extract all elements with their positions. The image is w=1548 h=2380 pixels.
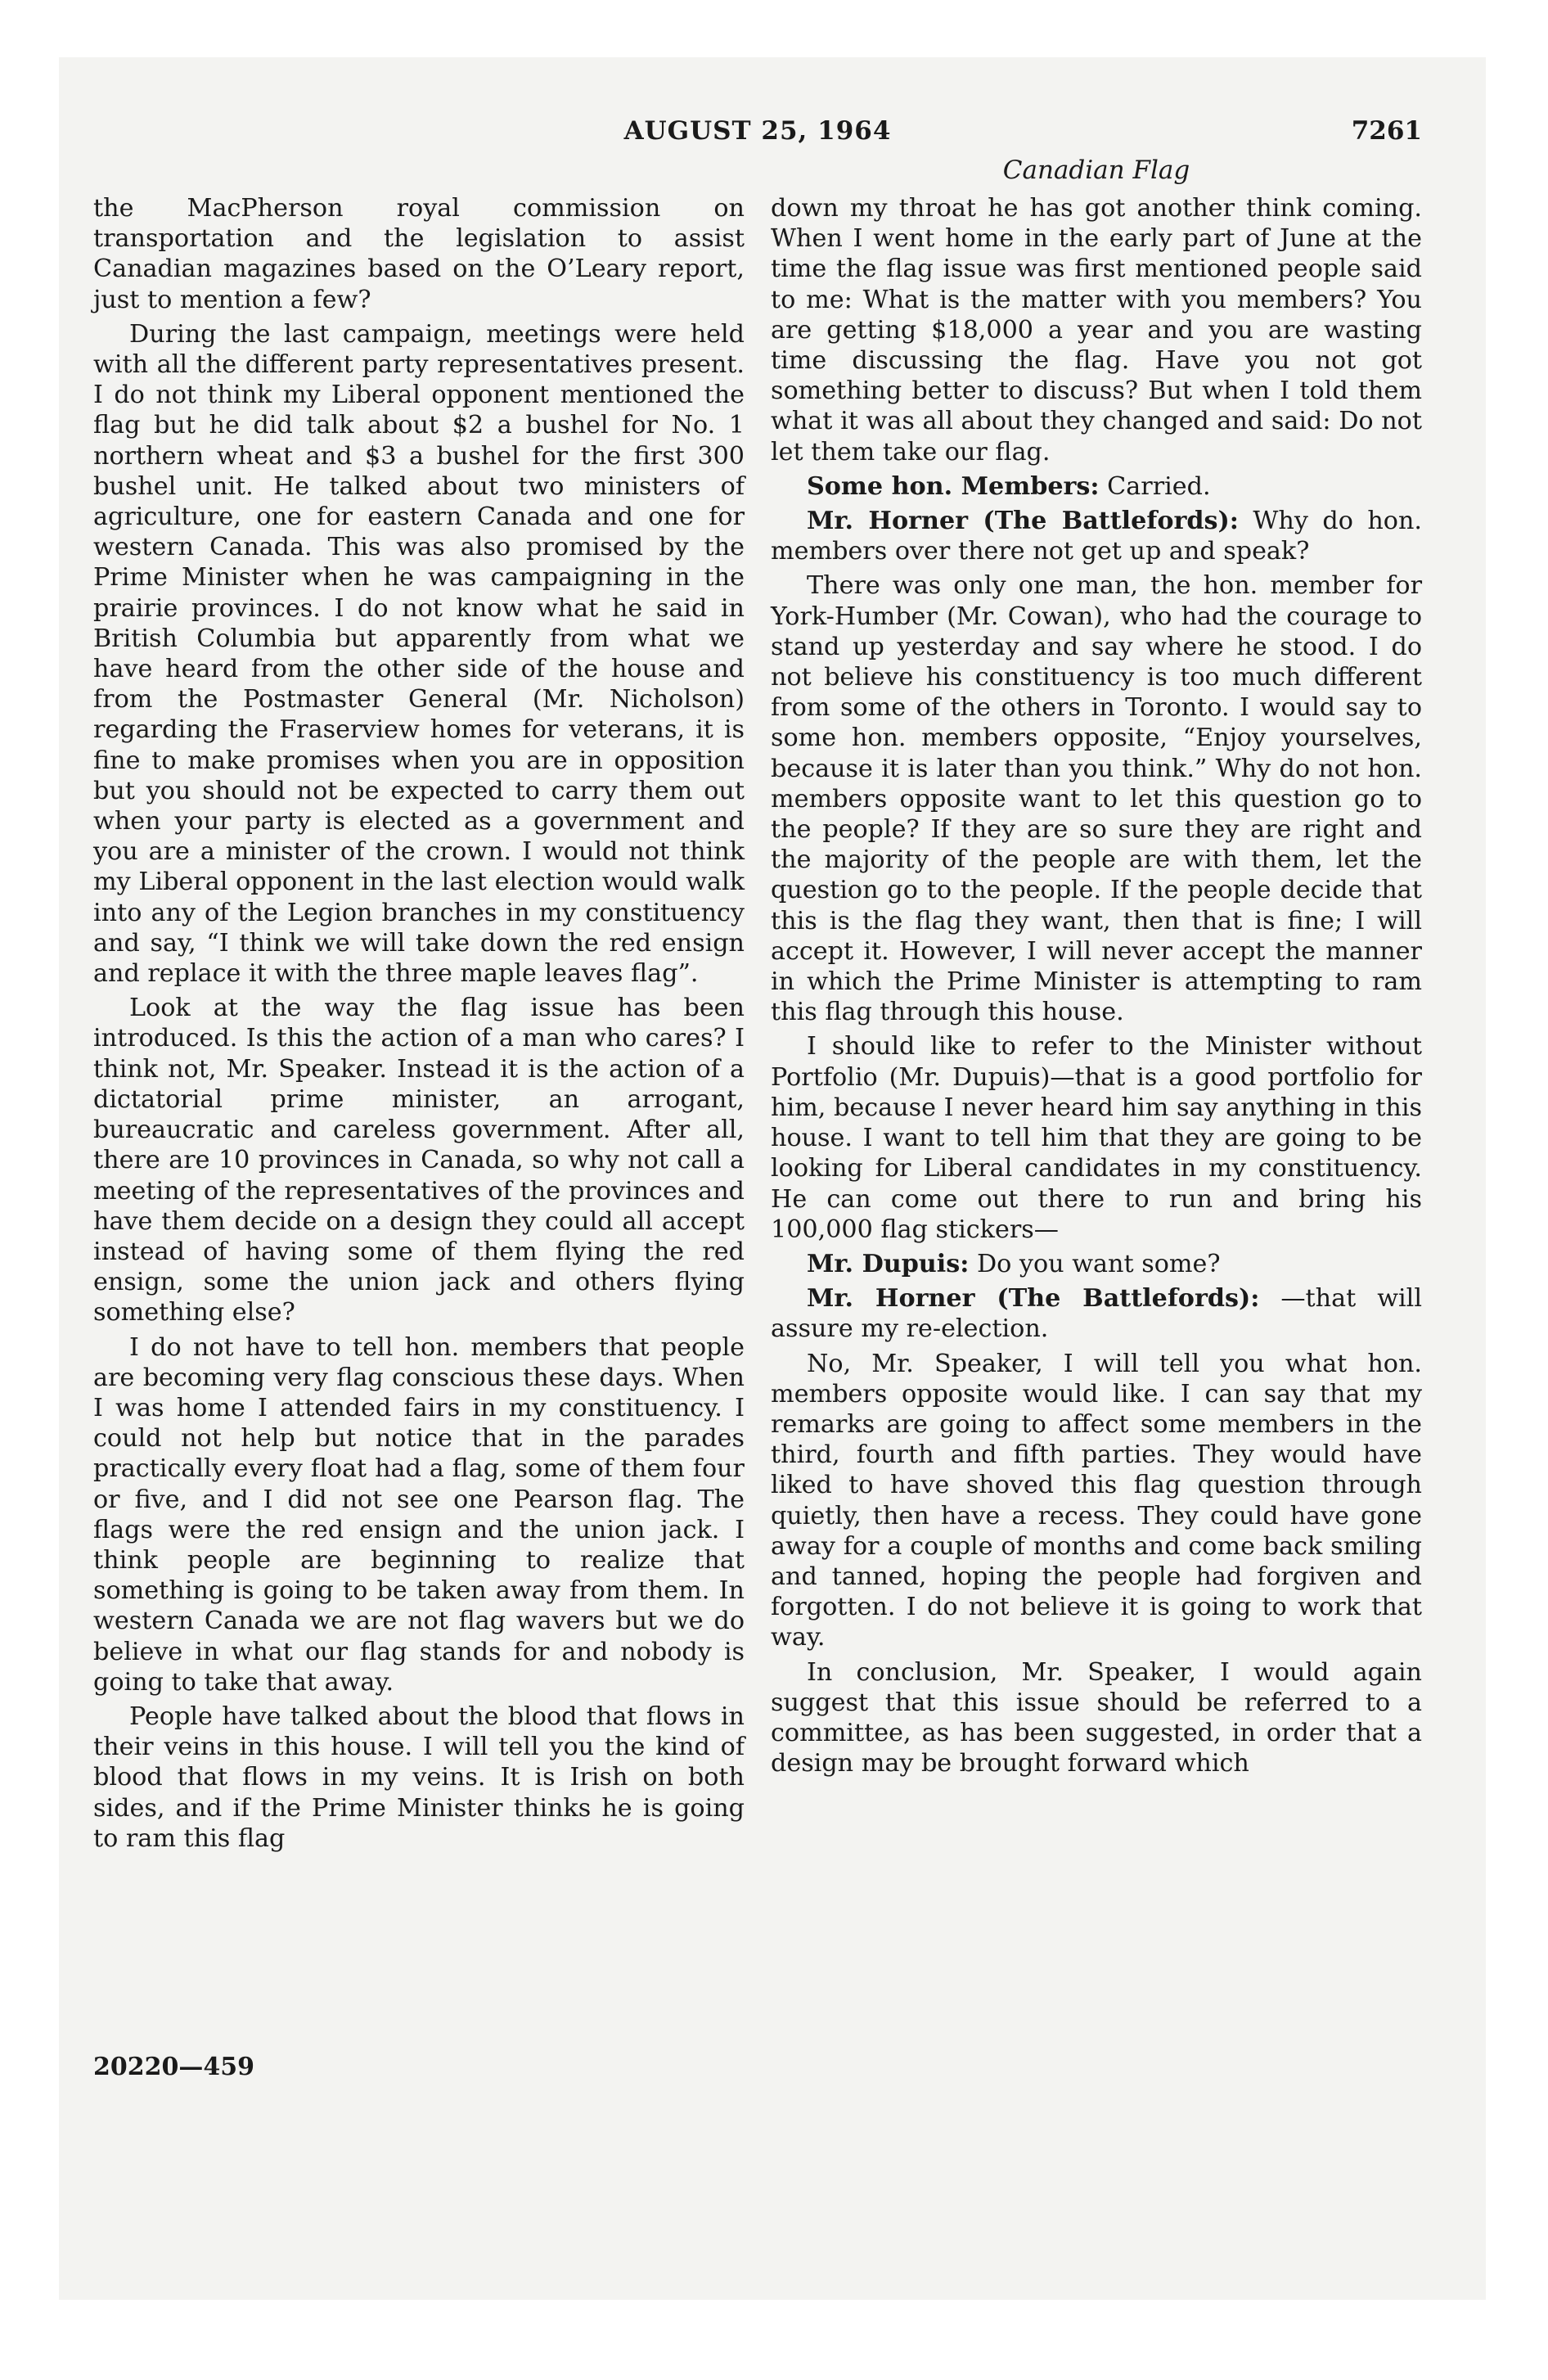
speaker-paragraph xyxy=(771,506,1422,566)
paragraph: down my throat he has got another think coming. When I went home in the early part of June at the time the flag issue was first mentioned people said to me: What is the matter with you members? You are getting $18,000 a year and you are wasting time discussing the flag. Have you not got something better to discuss? But when I told them what it was all about they changed and said: Do not let them take our flag. xyxy=(771,194,1422,467)
paragraph: People have talked about the blood that flows in their veins in this house. I will tell you the kind of blood that flows in my veins. It is Irish on both sides, and if the Prime Minister thinks he is going to ram this flag xyxy=(93,1702,745,1853)
page-number: 7261 xyxy=(1351,116,1422,146)
paragraph: I do not have to tell hon. members that people are becoming very flag conscious these days. When I was home I attended fairs in my constituency. I could not help but notice that in the parades practically every float had a flag, some of them four or five, and I did not see one Pearson flag. The flags were the red ensign and the union jack. I think people are beginning to realize that something is going to be taken away from them. In western Canada we are not flag wavers but we do believe in what our flag stands for and nobody is going to take that away. xyxy=(93,1332,745,1697)
paragraph: During the last campaign, meetings were held with all the different party representatives present. I do not think my Liberal opponent mentioned the flag but he did talk about $2 a bushel for No. 1 northern wheat and $3 a bushel for the first 300 bushel unit. He talked about two ministers of agriculture, one for eastern Canada and one for western Canada. This was also promised by the Prime Minister when he was campaigning in the prairie provinces. I do not know what he said in British Columbia but apparently from what we have heard from the other side of the house and from the Postmaster General (Mr. Nicholson) regarding the Fraserview homes for veterans, it is fine to make promises when you are in opposition but you should not be expected to carry them out when your party is elected as a government and you are a minister of the crown. I would not think my Liberal opponent in the last election would walk into any of the Legion branches in my constituency and say, “I think we will take down the red ensign and replace it with the three maple leaves flag”. xyxy=(93,319,745,989)
speaker-paragraph xyxy=(771,1283,1422,1344)
section-title: Canadian Flag xyxy=(1002,156,1190,185)
speaker-name: Mr. Dupuis: xyxy=(807,1249,970,1278)
speaker-name: Mr. Horner (The Battlefords): xyxy=(807,507,1239,536)
speech-text: —that will assure my re-election. xyxy=(771,1284,1422,1344)
speaker-paragraph xyxy=(771,471,1422,502)
speaker-name: Some hon. Members: xyxy=(807,471,1100,501)
page-footer-code: 20220—459 xyxy=(93,2053,254,2081)
paragraph: Look at the way the flag issue has been introduced. Is this the action of a man who cares? I think not, Mr. Speaker. Instead it is the action of a dictatorial prime minister, an arrogant, bureaucratic and careless government. After all, there are 10 provinces in Canada, so why not call a meeting of the representatives of the provinces and have them decide on a design they could all accept instead of having some of them flying the red ensign, some the union jack and others flying something else? xyxy=(93,994,745,1327)
speech-text: Carried. xyxy=(1099,471,1211,501)
speaker-paragraph xyxy=(771,1249,1422,1279)
paragraph: No, Mr. Speaker, I will tell you what hon. members opposite would like. I can say that my remarks are going to affect some members in the third, fourth and fifth parties. They would have liked to have shoved this flag question through quietly, then have a recess. They could have gone away for a couple of months and come back smiling and tanned, hoping the people had forgiven and forgotten. I do not believe it is going to work that way. xyxy=(771,1349,1422,1652)
page-header xyxy=(93,116,1422,152)
paragraph: In conclusion, Mr. Speaker, I would again suggest that this issue should be referred to a committee, as has been suggested, in order that a design may be brought forward which xyxy=(771,1657,1422,1778)
speech-text: Do you want some? xyxy=(969,1249,1221,1278)
left-column xyxy=(93,193,745,1858)
paragraph: the MacPherson royal commission on transportation and the legislation to assist Canadian magazines based on the O’Leary report, just to mention a few? xyxy=(93,194,745,314)
paragraph: I should like to refer to the Minister without Portfolio (Mr. Dupuis)—that is a good portfolio for him, because I never heard him say anything in this house. I want to tell him that they are going to be looking for Liberal candidates in my constituency. He can come out there to run and bring his 100,000 flag stickers— xyxy=(771,1032,1422,1244)
paragraph: There was only one man, the hon. member for York-Humber (Mr. Cowan), who had the courage to stand up yesterday and say where he stood. I do not believe his constituency is too much different from some of the others in Toronto. I would say to some hon. members opposite, “Enjoy yourselves, because it is later than you think.” Why do not hon. members opposite want to let this question go to the people? If they are so sure they are right and the majority of the people are with them, let the question go to the people. If the people decide that this is the flag they want, then that is fine; I will accept it. However, I will never accept the manner in which the Prime Minister is attempting to ram this flag through this house. xyxy=(771,571,1422,1027)
header-date: AUGUST 25, 1964 xyxy=(623,116,892,146)
speech-text: Why do hon. members over there not get up and speak? xyxy=(771,507,1422,566)
right-column xyxy=(771,193,1422,1783)
speaker-name: Mr. Horner (The Battlefords): xyxy=(807,1284,1260,1314)
